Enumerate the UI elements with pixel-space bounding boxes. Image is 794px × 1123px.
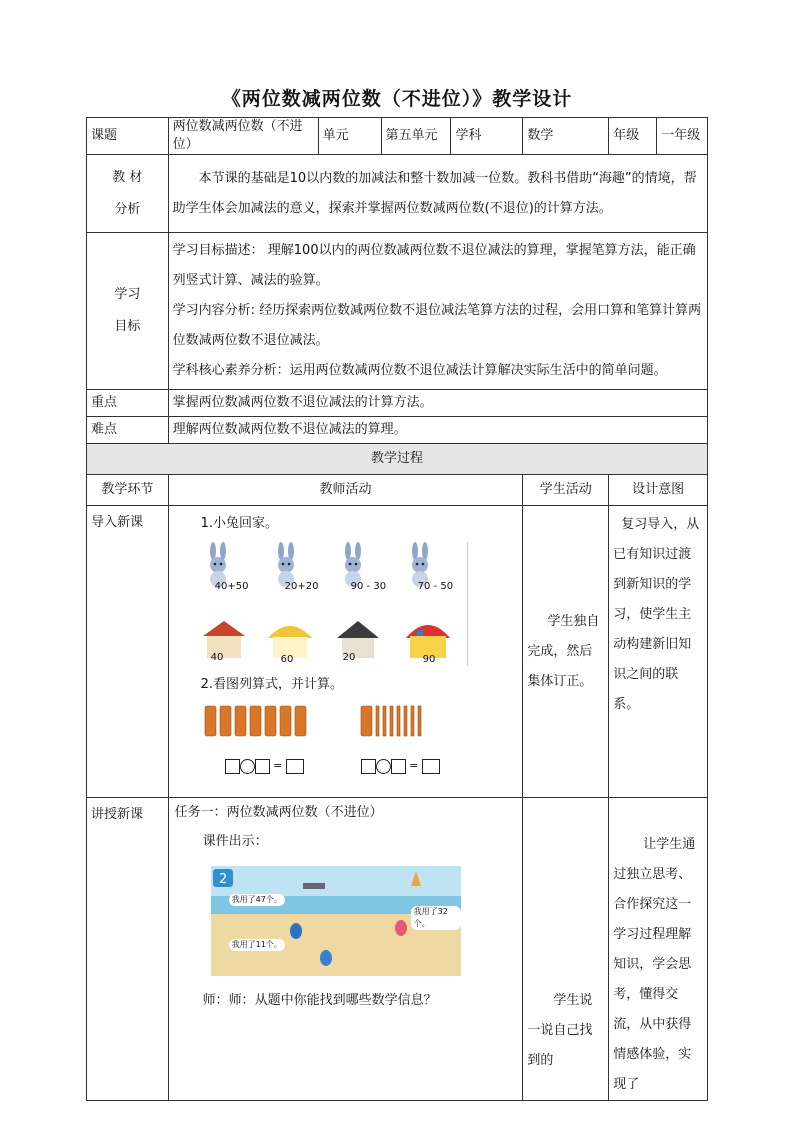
teach-student: 学生说一说自己找到的 [523,798,609,1101]
equation-blank-right: = [361,757,440,775]
col-student: 学生活动 [523,475,609,506]
document-title: 《两位数减两位数（不进位）》教学设计 [221,88,573,110]
intro-student: 学生独自完成，然后集体订正。 [523,506,609,798]
intro-item1: 1.小兔回家。 [200,516,279,531]
unit-value: 第五单元 [381,118,451,155]
col-intent: 设计意图 [609,475,708,506]
house-2-label: 60 [280,654,294,665]
speech-bubble-2: 我用了32个。 [411,906,461,930]
house-1 [199,618,249,660]
house-3 [333,618,383,660]
subject-label: 学科 [451,118,523,155]
topic-value: 两位数减两位数（不进位） [168,118,318,155]
intro-stage: 导入新课 [87,506,169,798]
intro-intent: 复习导入，从已有知识过渡到新知识的学习，使学生主动构建新旧知识之间的联系。 [609,506,708,798]
key-point-text: 掌握两位数减两位数不退位减法的计算方法。 [168,390,707,417]
difficulty-label: 难点 [87,417,169,444]
teach-stage: 讲授新课 [87,798,169,1101]
key-point-label: 重点 [87,390,169,417]
speech-bubble-1: 我用了47个。 [229,894,285,906]
col-teacher: 教师活动 [168,475,523,506]
teacher-question: 师：师：从题中你能找到哪些数学信息？ [202,993,437,1008]
goals-label: 学习 目标 [87,233,169,390]
bunny-1-label: 40+50 [214,581,249,592]
stick-bundle-icon [359,704,439,738]
stick-bundle-icon [203,704,313,738]
goals-text: 学习目标描述： 理解100以内的两位数减两位数不退位减法的算理，掌握笔算方法，能正确列竖式计算、减法的验算。 学习内容分析: 经历探索两位数减两位数不退位减法笔算方法的过程，会用口算和笔算计算两位数减两位数不退位减法。 学科核心素养分析：运用两位数减两位数不退位减法计算解决实际生活中的简单问题。 [168,233,707,390]
bunny-2-label: 20+20 [284,581,319,592]
difficulty-text: 理解两位数减两位数不退位减法的算理。 [168,417,707,444]
house-4-label: 90 [422,654,436,665]
house-3-label: 20 [342,652,356,663]
intro-item2: 2.看图列算式，并计算。 [200,677,344,692]
unit-label: 单元 [318,118,381,155]
svg-text:2: 2 [218,872,227,887]
subject-value: 数学 [523,118,609,155]
courseware-label: 课件出示： [202,834,268,849]
lesson-plan-table [86,117,708,1101]
house-1-label: 40 [210,652,224,663]
col-stage: 教学环节 [87,475,169,506]
task-title: 任务一：两位数减两位数（不进位） [174,805,383,820]
grade-label: 年级 [609,118,657,155]
process-header: 教学过程 [87,444,708,475]
beach-illustration [211,866,461,976]
topic-label: 课题 [87,118,169,155]
material-text: 本节课的基础是10以内数的加减法和整十数加减一位数。教科书借助“海趣”的情境，帮助学生体会加减法的意义，探索并掌握两位数减两位数(不退位)的计算方法。 [168,155,707,233]
house-icon [199,618,249,660]
stick-bundles-right [359,704,439,744]
material-label: 教 材 分析 [87,155,169,233]
speech-bubble-3: 我用了11个。 [229,939,285,951]
house-icon [333,618,383,660]
equation-blank-left: = [225,757,304,775]
intro-teacher-cell [168,506,523,798]
stick-bundles-left [203,704,313,744]
bunny-3-label: 90 - 30 [350,581,387,592]
grade-value: 一年级 [657,118,708,155]
teach-teacher-cell [168,798,523,1101]
bunny-4-label: 70 - 50 [417,581,454,592]
teach-intent: 让学生通过独立思考、合作探究这一学习过程理解知识，学会思考，懂得交流，从中获得情感体验，实现了 [609,798,708,1101]
